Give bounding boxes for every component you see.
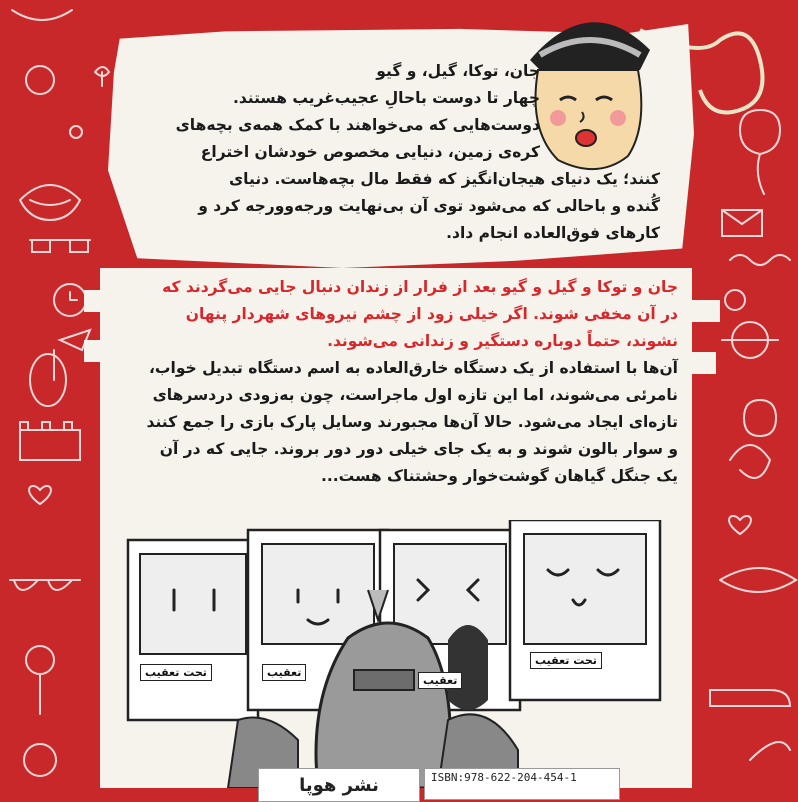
story-dark-line: و سوار بالون شوند و به یک جای خیلی دور دور بروند. جایی که در آن — [159, 440, 678, 458]
wanted-sign: تحت تعقیب — [140, 664, 212, 681]
story-red-line: جان و توکا و گیل و گیو بعد از فرار از زندان دنبال جایی می‌گردند که — [162, 278, 678, 296]
intro-line: کره‌ی زمین، دنیایی مخصوص خودشان اختراع — [200, 143, 540, 161]
story-dark-line: یک جنگل گیاهان گوشت‌خوار وحشتناک هست... — [321, 467, 678, 485]
spring-doodle — [730, 255, 790, 265]
story-text — [118, 274, 678, 490]
isbn-text: ISBN:978-622-204-454-1 — [431, 771, 577, 784]
isbn-barcode-box — [424, 768, 620, 800]
intro-line: دوست‌هایی که می‌خواهند با کمک همه‌ی بچه‌های — [175, 116, 540, 134]
intro-line: چهار تا دوست باحالِ عجیب‌غریب هستند. — [232, 89, 540, 107]
paper-strip — [680, 352, 716, 374]
intro-line: گُنده و باحالی که می‌شود توی آن بی‌نهایت ورجه‌وورجه کرد و — [198, 197, 660, 215]
story-dark-line: آن‌ها با استفاده از یک دستگاه خارق‌العاده به اسم دستگاه تبدیل خواب، — [149, 359, 678, 377]
story-dark-line: تازه‌ای ایجاد می‌شود. حالا آن‌ها مجبورند وسایل پارک بازی را جمع کنند — [146, 413, 678, 431]
face-doodle — [24, 744, 56, 776]
castle-doodle — [20, 422, 80, 460]
publisher-label: نشر هوپا — [258, 768, 420, 802]
wanted-sign: تحت تعقیب — [530, 652, 602, 669]
heart-doodle — [29, 486, 51, 504]
spiky-ball-doodle — [70, 126, 82, 138]
paper-strip — [84, 340, 120, 362]
bracelet-doodle — [12, 10, 72, 20]
cotton-candy-doodle — [26, 646, 54, 674]
dot-ball-doodle — [725, 290, 745, 310]
story-dark-line: نامرئی می‌شوند، اما این تازه اول ماجراست، چون به‌زودی دردسرهای — [152, 386, 678, 404]
wanted-sign: تعقیب — [418, 672, 462, 689]
feather-doodle — [750, 742, 790, 760]
apple-doodle — [26, 66, 54, 94]
intro-text — [130, 58, 660, 247]
sunglasses-doodle — [10, 580, 80, 590]
face-right-doodle — [744, 400, 776, 436]
heart-right-doodle — [729, 516, 751, 534]
clover-doodle — [95, 67, 109, 86]
dragon-doodle — [20, 185, 80, 220]
intro-line: کنند؛ یک دنیای هیجان‌انگیز که فقط مال بچه‌هاست. دنیای — [228, 170, 660, 188]
envelope-doodle — [722, 210, 762, 236]
paper-strip — [680, 300, 720, 322]
ufo-doodle — [720, 568, 796, 592]
wanted-sign: تعقیب — [262, 664, 306, 681]
glasses-doodle — [30, 240, 90, 252]
hand-figure — [448, 625, 488, 710]
alien-head-doodle — [30, 354, 66, 406]
snake-doodle — [730, 445, 770, 478]
intro-line: کارهای فوق‌العاده انجام داد. — [446, 224, 660, 242]
story-red-line: در آن مخفی شوند. اگر خیلی زود از چشم نیروهای شهردار پنهان — [185, 305, 678, 323]
shoe-doodle — [710, 690, 790, 706]
balloon-doodle — [740, 110, 780, 194]
intro-line: جان، توکا، گیل، و گیو — [376, 62, 540, 80]
story-red-line: نشوند، حتماً دوباره دستگیر و زندانی می‌شوند. — [327, 332, 678, 350]
